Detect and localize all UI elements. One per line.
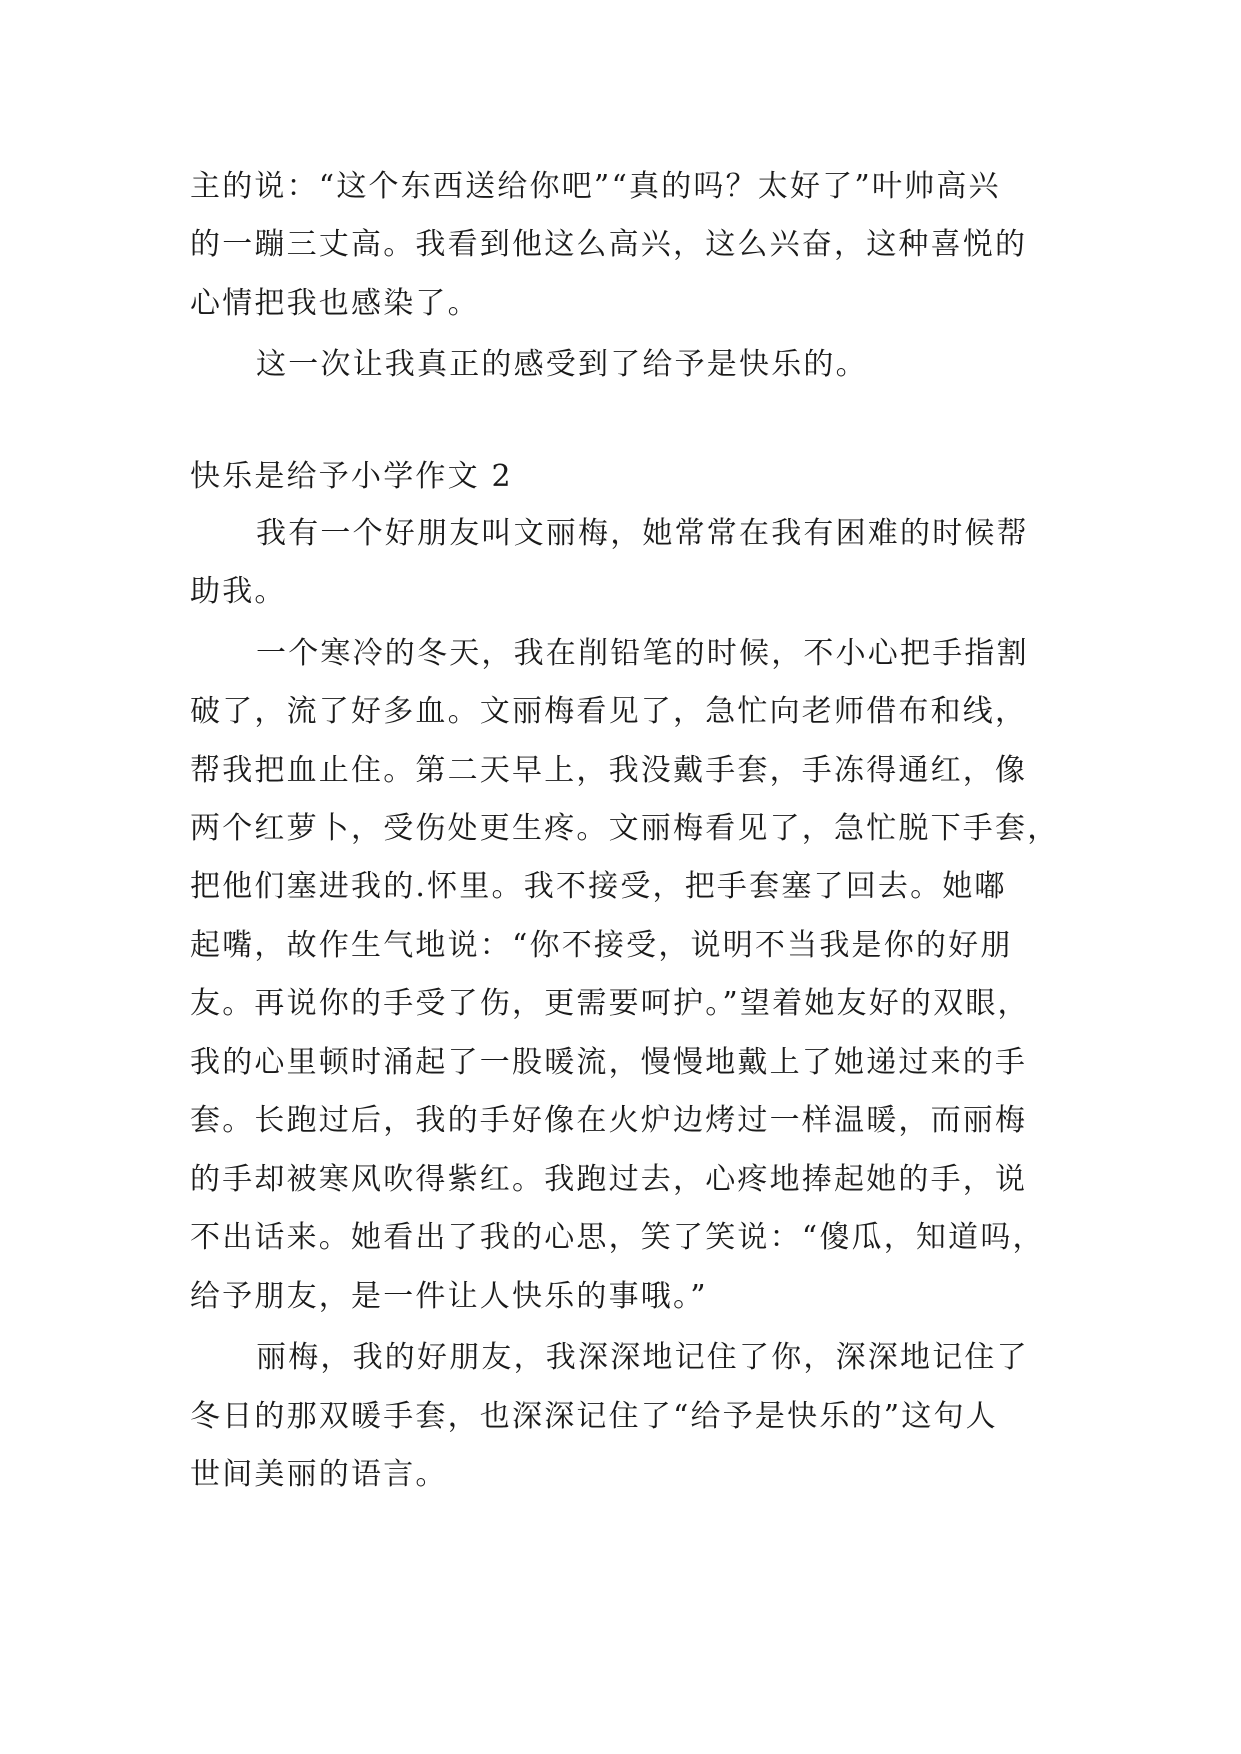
paragraph-2-line: 我的心里顿时涌起了一股暖流，慢慢地戴上了她递过来的手 — [190, 1045, 1028, 1080]
paragraph-2-line: 友。再说你的手受了伤，更需要呵护。”望着她友好的双眼， — [190, 986, 1030, 1021]
paragraph-2-line: 把他们塞进我的.怀里。我不接受，把手套塞了回去。她嘟 — [190, 869, 1007, 904]
paragraph-1-line: 助我。 — [190, 574, 287, 609]
body-text-line: 主的说：“这个东西送给你吧”“真的吗？太好了”叶帅高兴 — [190, 169, 1001, 204]
paragraph-2-line: 的手却被寒风吹得紫红。我跑过去，心疼地捧起她的手，说 — [190, 1162, 1028, 1197]
paragraph-2-line: 一个寒冷的冬天，我在削铅笔的时候，不小心把手指割 — [256, 636, 1029, 671]
paragraph-3-line: 世间美丽的语言。 — [190, 1457, 448, 1492]
paragraph-3-line: 冬日的那双暖手套，也深深记住了“给予是快乐的”这句人 — [190, 1399, 998, 1434]
body-text-line: 的一蹦三丈高。我看到他这么高兴，这么兴奋，这种喜悦的 — [190, 227, 1028, 262]
paragraph-2-line: 给予朋友，是一件让人快乐的事哦。” — [190, 1279, 708, 1314]
paragraph-1-line: 我有一个好朋友叫文丽梅，她常常在我有困难的时候帮 — [256, 516, 1029, 551]
paragraph-2-line: 破了，流了好多血。文丽梅看见了，急忙向老师借布和线， — [190, 694, 1028, 729]
section-title: 快乐是给予小学作文 2 — [190, 459, 513, 494]
paragraph-2-line: 起嘴，故作生气地说：“你不接受，说明不当我是你的好朋 — [190, 928, 1013, 963]
closing-line: 这一次让我真正的感受到了给予是快乐的。 — [256, 347, 868, 382]
body-text-line: 心情把我也感染了。 — [190, 286, 480, 321]
paragraph-2-line: 两个红萝卜，受伤处更生疼。文丽梅看见了，急忙脱下手套， — [190, 811, 1060, 846]
paragraph-2-line: 不出话来。她看出了我的心思，笑了笑说：“傻瓜，知道吗， — [190, 1220, 1045, 1255]
paragraph-2-line: 帮我把血止住。第二天早上，我没戴手套，手冻得通红，像 — [190, 753, 1028, 788]
paragraph-3-line: 丽梅，我的好朋友，我深深地记住了你，深深地记住了 — [256, 1340, 1029, 1375]
paragraph-2-line: 套。长跑过后，我的手好像在火炉边烤过一样温暖，而丽梅 — [190, 1103, 1028, 1138]
